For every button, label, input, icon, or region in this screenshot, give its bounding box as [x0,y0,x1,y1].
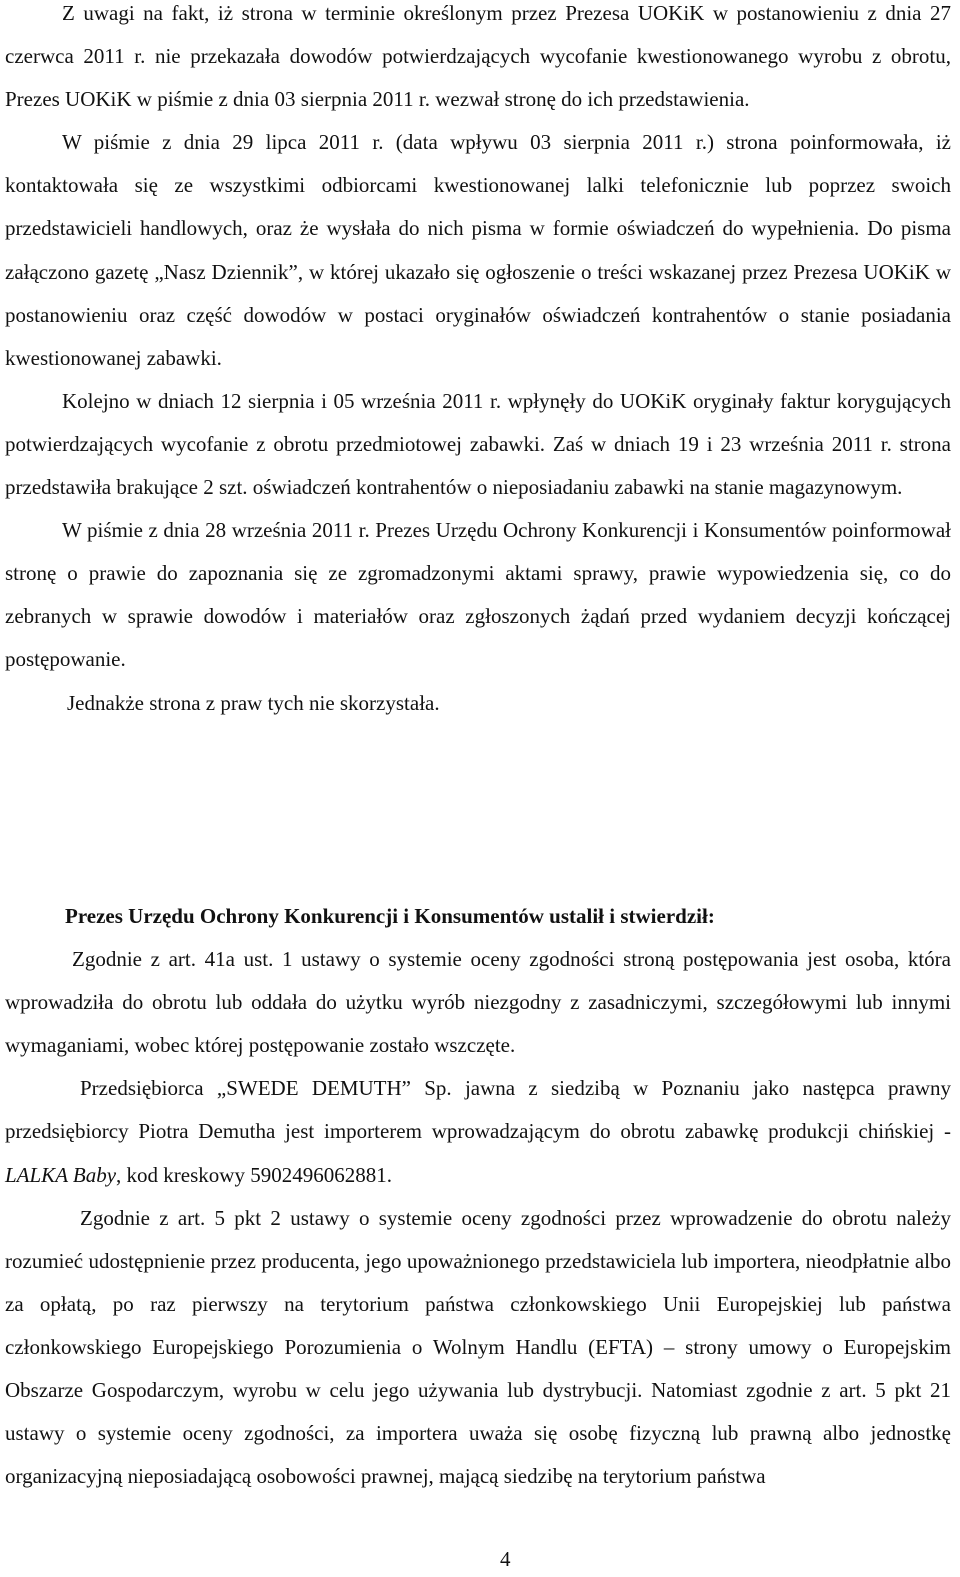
paragraph-art-41a: Zgodnie z art. 41a ust. 1 ustawy o systemie oceny zgodności stroną postępowania jest osoba, która wprowadziła do obrotu lub oddała do użytku wyrób niezgodny z zasadniczymi, szczegółowymi lub innymi wymaganiami, wobec której postępowanie zostało wszczęte. [5,947,951,1058]
section-heading: Prezes Urzędu Ochrony Konkurencji i Konsumentów ustalił i stwierdził: [65,904,715,928]
paragraph-correction-invoices: Kolejno w dniach 12 sierpnia i 05 września 2011 r. wpłynęły do UOKiK oryginały faktur korygujących potwierdzających wycofanie z obrotu przedmiotowej zabawki. Zaś w dniach 19 i 23 września 2011 r. strona przedstawiła brakujące 2 szt. oświadczeń kontrahentów o nieposiadaniu zabawki na stanie magazynowym. [5,388,951,500]
barcode-text: , kod kreskowy 5902496062881. [116,1162,392,1187]
paragraph-rights-not-used: Jednakże strona z praw tych nie skorzystała. [67,690,440,715]
product-name: LALKA Baby [5,1162,117,1187]
page-number: 4 [500,1547,511,1571]
paragraph-company [5,1067,951,1196]
paragraph-party-letter: W piśmie z dnia 29 lipca 2011 r. (data wpływu 03 sierpnia 2011 r.) strona poinformowała, iż kontaktowała się ze wszystkimi odbiorcami kwestionowanej lalki telefonicznie lub poprzez swoich przedstawicieli handlowych, oraz że wysłała do nich pisma w formie oświadczeń do wypełnienia. Do pisma załączono gazetę „Nasz Dziennik”, w której ukazało się ogłoszenie o treści wskazanej przez Prezesa UOKiK w postanowieniu oraz część dowodów w postaci oryginałów oświadczeń kontrahentów o stanie posiadania kwestionowanej zabawki. [5,130,951,370]
document-body-findings [5,895,951,1498]
paragraph-art-5: Zgodnie z art. 5 pkt 2 ustawy o systemie oceny zgodności przez wprowadzenie do obrotu należy rozumieć udostępnienie przez producenta, jego upoważnionego przedstawiciela lub importera, nieodpłatnie albo za opłatą, po raz pierwszy na terytorium państwa członkowskiego Unii Europejskiej lub państwa członkowskiego Europejskiego Porozumienia o Wolnym Handlu (EFTA) – strony umowy o Europejskim Obszarze Gospodarczym, wyrobu w celu jego używania lub dystrybucji. Natomiast zgodnie z art. 5 pkt 21 ustawy o systemie oceny zgodności, za importera uważa się osobę fizyczną lub prawną albo jednostkę organizacyjną nieposiadającą osobowości prawnej, mającą siedzibę na terytorium państwa [5,1205,951,1489]
paragraph-evidence-request: Z uwagi na fakt, iż strona w terminie określonym przez Prezesa UOKiK w postanowieniu z dnia 27 czerwca 2011 r. nie przekazała dowodów potwierdzających wycofanie kwestionowanego wyrobu z obrotu, Prezes UOKiK w piśmie z dnia 03 sierpnia 2011 r. wezwał stronę do ich przedstawienia. [5,1,951,112]
company-text: Przedsiębiorca „SWEDE DEMUTH” Sp. jawna z siedzibą w Poznaniu jako następca prawny przedsiębiorcy Piotra Demutha jest importerem wprowadzającym do obrotu zabawkę produkcji chińskiej - [5,1076,951,1144]
document-body-top [5,0,951,725]
paragraph-right-to-review: W piśmie z dnia 28 września 2011 r. Prezes Urzędu Ochrony Konkurencji i Konsumentów poinformował stronę o prawie do zapoznania się ze zgromadzonymi aktami sprawy, prawie wypowiedzenia się, co do zebranych w sprawie dowodów i materiałów oraz zgłoszonych żądań przed wydaniem decyzji kończącej postępowanie. [5,518,951,672]
